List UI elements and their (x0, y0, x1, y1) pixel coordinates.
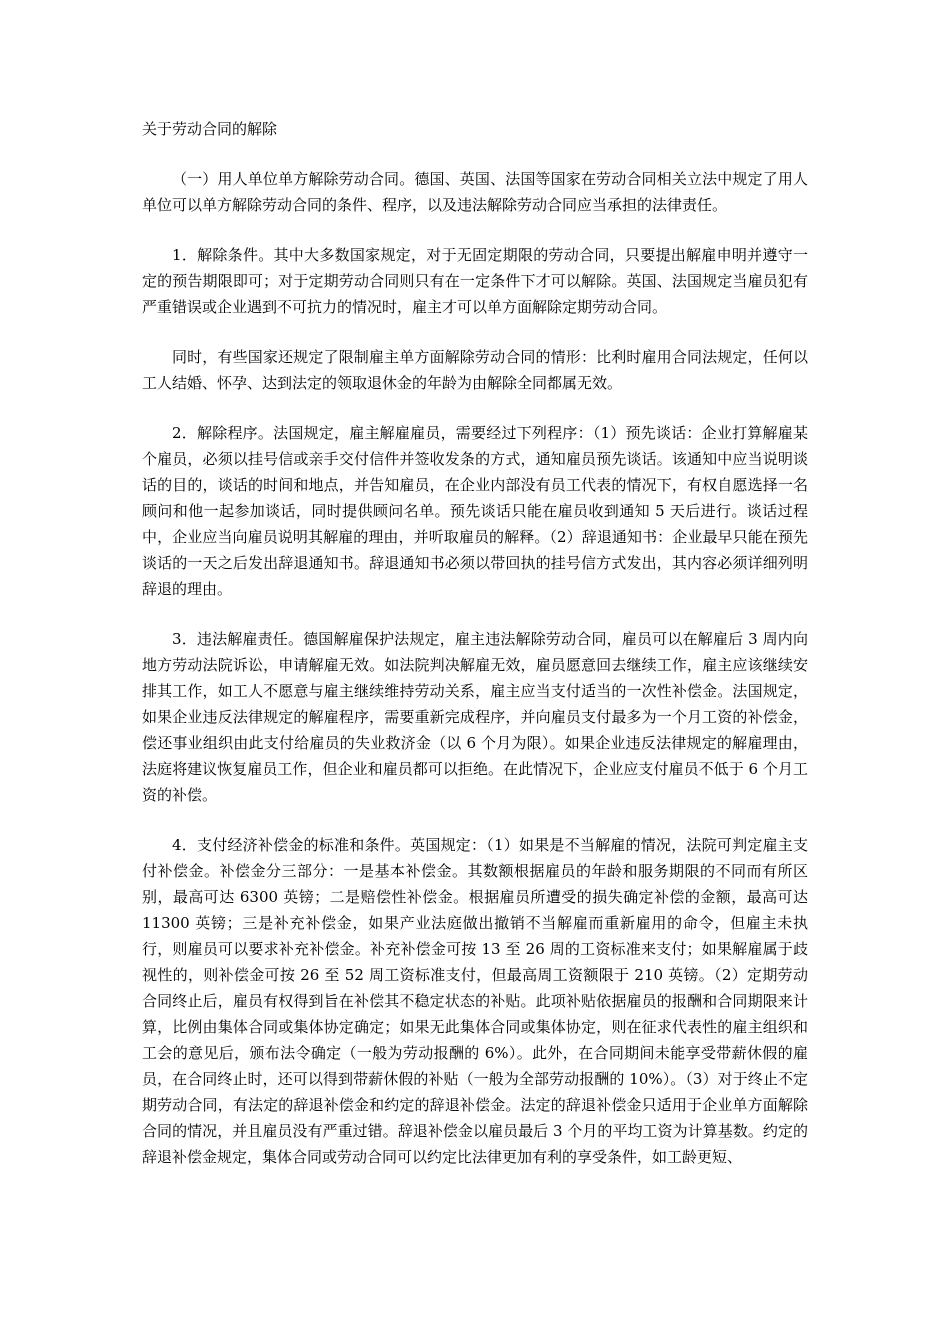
paragraph-compensation-standards: 4．支付经济补偿金的标准和条件。英国规定：（1）如果是不当解雇的情况，法院可判定雇主支付补偿金。补偿金分三部分：一是基本补偿金。其数额根据雇员的年龄和服务期限的不同而有所区别，最高可达 6300 英镑；二是赔偿性补偿金。根据雇员所遭受的损失确定补偿的金额，最高可达 11300 英镑；三是补充补偿金，如果产业法庭做出撤销不当解雇而重新雇用的命令，但雇主未执行，则雇员可以要求补充补偿金。补充补偿金可按 13 至 26 周的工资标准来支付；如果解雇属于歧视性的，则补偿金可按 26 至 52 周工资标准支付，但最高周工资额限于 210 英镑。（2）定期劳动合同终止后，雇员有权得到旨在补偿其不稳定状态的补贴。此项补贴依据雇员的报酬和合同期限来计算，比例由集体合同或集体协定确定；如果无此集体合同或集体协定，则在征求代表性的雇主组织和工会的意见后，颁布法令确定（一般为劳动报酬的 6%）。此外，在合同期间未能享受带薪休假的雇员，在合同终止时，还可以得到带薪休假的补贴（一般为全部劳动报酬的 10%）。（3）对于终止不定期劳动合同，有法定的辞退补偿金和约定的辞退补偿金。法定的辞退补偿金只适用于企业单方面解除合同的情况，并且雇员没有严重过错。辞退补偿金以雇员最后 3 个月的平均工资为计算基数。约定的辞退补偿金规定，集体合同或劳动合同可以约定比法律更加有利的享受条件，如工龄更短、 (142, 836, 808, 1166)
paragraph-unilateral-termination: （一）用人单位单方解除劳动合同。德国、英国、法国等国家在劳动合同相关立法中规定了用人单位可以单方解除劳动合同的条件、程序，以及违法解除劳动合同应当承担的法律责任。 (142, 170, 808, 214)
paragraph-termination-conditions: 1．解除条件。其中大多数国家规定，对于无固定期限的劳动合同，只要提出解雇申明并遵守一定的预告期限即可；对于定期劳动合同则只有在一定条件下才可以解除。英国、法国规定当雇员犯有严重错误或企业遇到不可抗力的情况时，雇主才可以单方面解除定期劳动合同。 (142, 246, 808, 316)
document-title: 关于劳动合同的解除 (142, 120, 278, 138)
paragraph-termination-procedure: 2．解除程序。法国规定，雇主解雇雇员，需要经过下列程序：（1）预先谈话：企业打算解雇某个雇员，必须以挂号信或亲手交付信件并签收发条的方式，通知雇员预先谈话。该通知中应当说明谈话的目的，谈话的时间和地点，并告知雇员，在企业内部没有员工代表的情况下，有权自愿选择一名顾问和他一起参加谈话，同时提供顾问名单。预先谈话只能在雇员收到通知 5 天后进行。谈话过程中，企业应当向雇员说明其解雇的理由，并听取雇员的解释。（2）辞退通知书：企业最早只能在预先谈话的一天之后发出辞退通知书。辞退通知书必须以带回执的挂号信方式发出，其内容必须详细列明辞退的理由。 (142, 424, 808, 598)
paragraph-illegal-dismissal-liability: 3．违法解雇责任。德国解雇保护法规定，雇主违法解除劳动合同，雇员可以在解雇后 3 周内向地方劳动法院诉讼，申请解雇无效。如法院判决解雇无效，雇员愿意回去继续工作，雇主应该继续安排其工作，如工人不愿意与雇主继续维持劳动关系，雇主应当支付适当的一次性补偿金。法国规定，如果企业违反法律规定的解雇程序，需要重新完成程序，并向雇员支付最多为一个月工资的补偿金，偿还事业组织由此支付给雇员的失业救济金（以 6 个月为限）。如果企业违反法律规定的解雇理由，法庭将建议恢复雇员工作，但企业和雇员都可以拒绝。在此情况下，企业应支付雇员不低于 6 个月工资的补偿。 (142, 630, 808, 804)
paragraph-restrictions: 同时，有些国家还规定了限制雇主单方面解除劳动合同的情形：比利时雇用合同法规定，任何以工人结婚、怀孕、达到法定的领取退休金的年龄为由解除全同都属无效。 (142, 348, 808, 392)
document-page (142, 116, 808, 1194)
